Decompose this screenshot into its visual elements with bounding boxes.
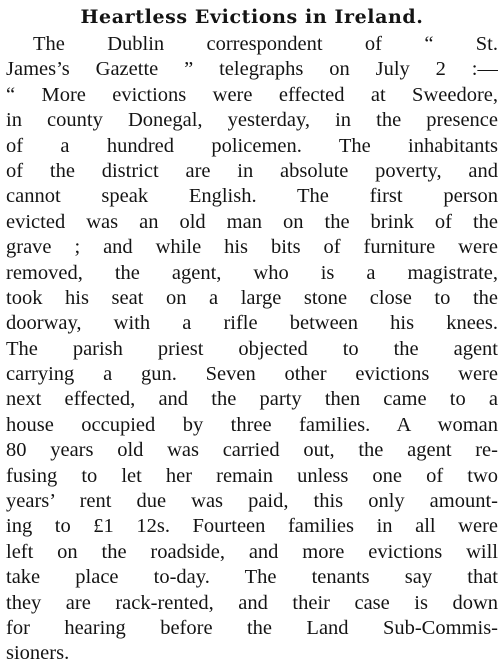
article-line: 80 years old was carried out, the agent re- bbox=[6, 439, 498, 462]
article-line: The Dublin correspondent of “ St. bbox=[33, 33, 498, 55]
article-line: house occupied by three families. A woman bbox=[6, 413, 498, 436]
article-line: ing to £1 12s. Fourteen families in all were bbox=[6, 515, 498, 538]
article-line: grave ; and while his bits of furniture were bbox=[6, 236, 498, 259]
article-headline: Heartless Evictions in Ireland. bbox=[80, 6, 424, 28]
article-line: in county Donegal, yesterday, in the presence bbox=[6, 109, 498, 132]
article-line: years’ rent due was paid, this only amount- bbox=[6, 490, 498, 513]
article-line: fusing to let her remain unless one of two bbox=[6, 464, 498, 487]
article-line: next effected, and the party then came to a bbox=[6, 388, 498, 411]
article-line: sioners. bbox=[6, 642, 70, 665]
article-line: carrying a gun. Seven other evictions were bbox=[6, 363, 498, 386]
article-line: for hearing before the Land Sub-Commis- bbox=[6, 616, 498, 639]
article-line: cannot speak English. The first person bbox=[6, 185, 498, 208]
article-line: take place to-day. The tenants say that bbox=[6, 566, 498, 589]
article-body bbox=[6, 32, 498, 667]
article-line: they are rack-rented, and their case is down bbox=[6, 591, 498, 614]
article-line: left on the roadside, and more evictions will bbox=[6, 540, 498, 563]
article-line: doorway, with a rifle between his knees. bbox=[6, 312, 498, 335]
article-line: evicted was an old man on the brink of the bbox=[6, 210, 498, 233]
article-line: “ More evictions were effected at Sweedore, bbox=[6, 83, 498, 106]
article-line: removed, the agent, who is a magistrate, bbox=[6, 261, 498, 284]
article-line: of the district are in absolute poverty, and bbox=[6, 159, 498, 182]
article-line: The parish priest objected to the agent bbox=[6, 337, 498, 360]
article-line: James’s Gazette ” telegraphs on July 2 :— bbox=[6, 58, 498, 81]
article-line: of a hundred policemen. The inhabitants bbox=[6, 134, 498, 157]
article-line: took his seat on a large stone close to the bbox=[6, 286, 498, 309]
